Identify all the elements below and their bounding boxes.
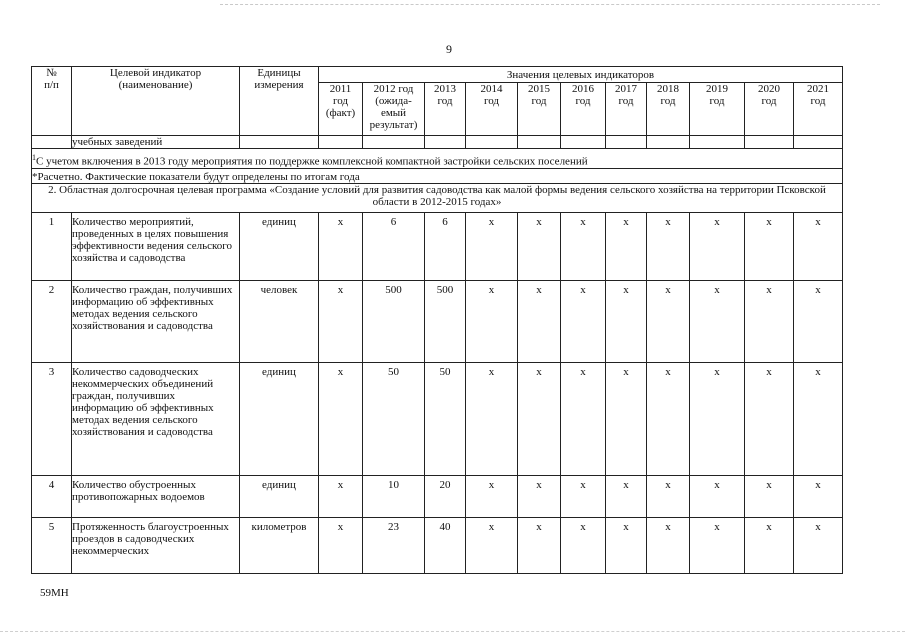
row-value: 500: [363, 280, 425, 362]
program-title: 2. Областная долгосрочная целевая программа «Создание условий для развития садоводства как малой формы ведения сельского хозяйства на территории Псковской области в 2012-2015 годах»: [32, 183, 843, 212]
row-value: х: [319, 280, 363, 362]
row-value: х: [466, 475, 518, 517]
row-value: 50: [363, 362, 425, 475]
header-year: 2011 год (факт): [319, 83, 363, 136]
header-indicator: Целевой индикатор (наименование): [72, 67, 240, 136]
row-num: 2: [32, 280, 72, 362]
table-row: [32, 280, 843, 362]
row-value: х: [794, 280, 843, 362]
row-num: 4: [32, 475, 72, 517]
scan-artifact-bottom: [0, 631, 905, 632]
row-value: х: [518, 517, 561, 573]
row-value: х: [690, 517, 745, 573]
row-value: х: [319, 517, 363, 573]
row-num: 1: [32, 212, 72, 280]
row-value: 40: [425, 517, 466, 573]
header-year: 2012 год (ожида- емый результат): [363, 83, 425, 136]
header-year: 2016 год: [561, 83, 606, 136]
row-unit: километров: [240, 517, 319, 573]
row-value: х: [561, 475, 606, 517]
row-unit: человек: [240, 280, 319, 362]
row-value: х: [561, 517, 606, 573]
row-num: 3: [32, 362, 72, 475]
table-row: [32, 475, 843, 517]
row-value: х: [606, 280, 647, 362]
carryover-text: учебных заведений: [72, 136, 240, 149]
table-row: [32, 212, 843, 280]
table-row: [32, 517, 843, 573]
row-value: х: [690, 212, 745, 280]
row-indicator-name: Количество мероприятий, проведенных в целях повышения эффективности ведения сельского хозяйства и садоводства: [72, 212, 240, 280]
row-value: х: [794, 212, 843, 280]
row-value: х: [794, 475, 843, 517]
row-indicator-name: Количество граждан, получивших информацию об эффективных методах ведения сельского хозяйствования и садоводства: [72, 280, 240, 362]
row-num: 5: [32, 517, 72, 573]
row-value: х: [690, 362, 745, 475]
row-value: х: [690, 280, 745, 362]
row-value: х: [606, 362, 647, 475]
footnote-mark: 1: [32, 153, 36, 162]
row-value: х: [518, 280, 561, 362]
row-value: х: [319, 362, 363, 475]
table-body: [32, 136, 843, 574]
target-indicators-table: [31, 66, 843, 574]
header-year: 2013 год: [425, 83, 466, 136]
carryover-row: [32, 136, 843, 149]
row-value: х: [518, 212, 561, 280]
row-value: х: [794, 517, 843, 573]
scan-artifact-top: [220, 4, 880, 5]
row-value: х: [745, 280, 794, 362]
row-unit: единиц: [240, 475, 319, 517]
row-value: х: [745, 475, 794, 517]
footer-code: 59МН: [40, 587, 69, 599]
calc-note-row: [32, 168, 843, 183]
row-value: х: [647, 212, 690, 280]
row-indicator-name: Количество обустроенных противопожарных водоемов: [72, 475, 240, 517]
header-values-title: Значения целевых индикаторов: [319, 67, 843, 83]
row-value: х: [647, 280, 690, 362]
row-value: х: [518, 362, 561, 475]
page-number: 9: [446, 42, 452, 56]
row-value: х: [466, 362, 518, 475]
row-value: х: [606, 517, 647, 573]
row-value: 20: [425, 475, 466, 517]
row-value: 6: [363, 212, 425, 280]
row-value: х: [466, 212, 518, 280]
header-year: 2019 год: [690, 83, 745, 136]
row-value: х: [466, 280, 518, 362]
calc-note: *Расчетно. Фактические показатели будут определены по итогам года: [32, 168, 843, 183]
header-year: 2018 год: [647, 83, 690, 136]
row-value: х: [561, 280, 606, 362]
row-value: х: [745, 212, 794, 280]
footnote-row: [32, 149, 843, 169]
row-value: 50: [425, 362, 466, 475]
program-title-row: [32, 183, 843, 212]
row-value: х: [745, 362, 794, 475]
row-value: 500: [425, 280, 466, 362]
header-year: 2014 год: [466, 83, 518, 136]
row-value: 6: [425, 212, 466, 280]
header-units: Единицы измерения: [240, 67, 319, 136]
row-value: х: [606, 475, 647, 517]
row-value: х: [647, 517, 690, 573]
table-header: [32, 67, 843, 136]
row-value: х: [466, 517, 518, 573]
row-value: х: [794, 362, 843, 475]
footnote-text: С учетом включения в 2013 году мероприятия по поддержке комплексной компактной застройки сельских поселений: [36, 155, 588, 168]
header-year: 2015 год: [518, 83, 561, 136]
row-value: х: [518, 475, 561, 517]
table-row: [32, 362, 843, 475]
row-value: х: [561, 362, 606, 475]
header-year: 2017 год: [606, 83, 647, 136]
row-value: х: [561, 212, 606, 280]
row-indicator-name: Количество садоводческих некоммерческих объединений граждан, получивших информацию об эффективных методах ведения сельского хозяйствования и садоводства: [72, 362, 240, 475]
row-value: 23: [363, 517, 425, 573]
row-value: 10: [363, 475, 425, 517]
row-unit: единиц: [240, 212, 319, 280]
row-value: х: [319, 475, 363, 517]
row-value: х: [647, 362, 690, 475]
row-value: х: [690, 475, 745, 517]
row-value: х: [319, 212, 363, 280]
row-value: х: [745, 517, 794, 573]
row-value: х: [606, 212, 647, 280]
row-indicator-name: Протяженность благоустроенных проездов в садоводческих некоммерческих: [72, 517, 240, 573]
header-num: № п/п: [32, 67, 72, 136]
header-year: 2020 год: [745, 83, 794, 136]
header-year: 2021 год: [794, 83, 843, 136]
row-unit: единиц: [240, 362, 319, 475]
row-value: х: [647, 475, 690, 517]
